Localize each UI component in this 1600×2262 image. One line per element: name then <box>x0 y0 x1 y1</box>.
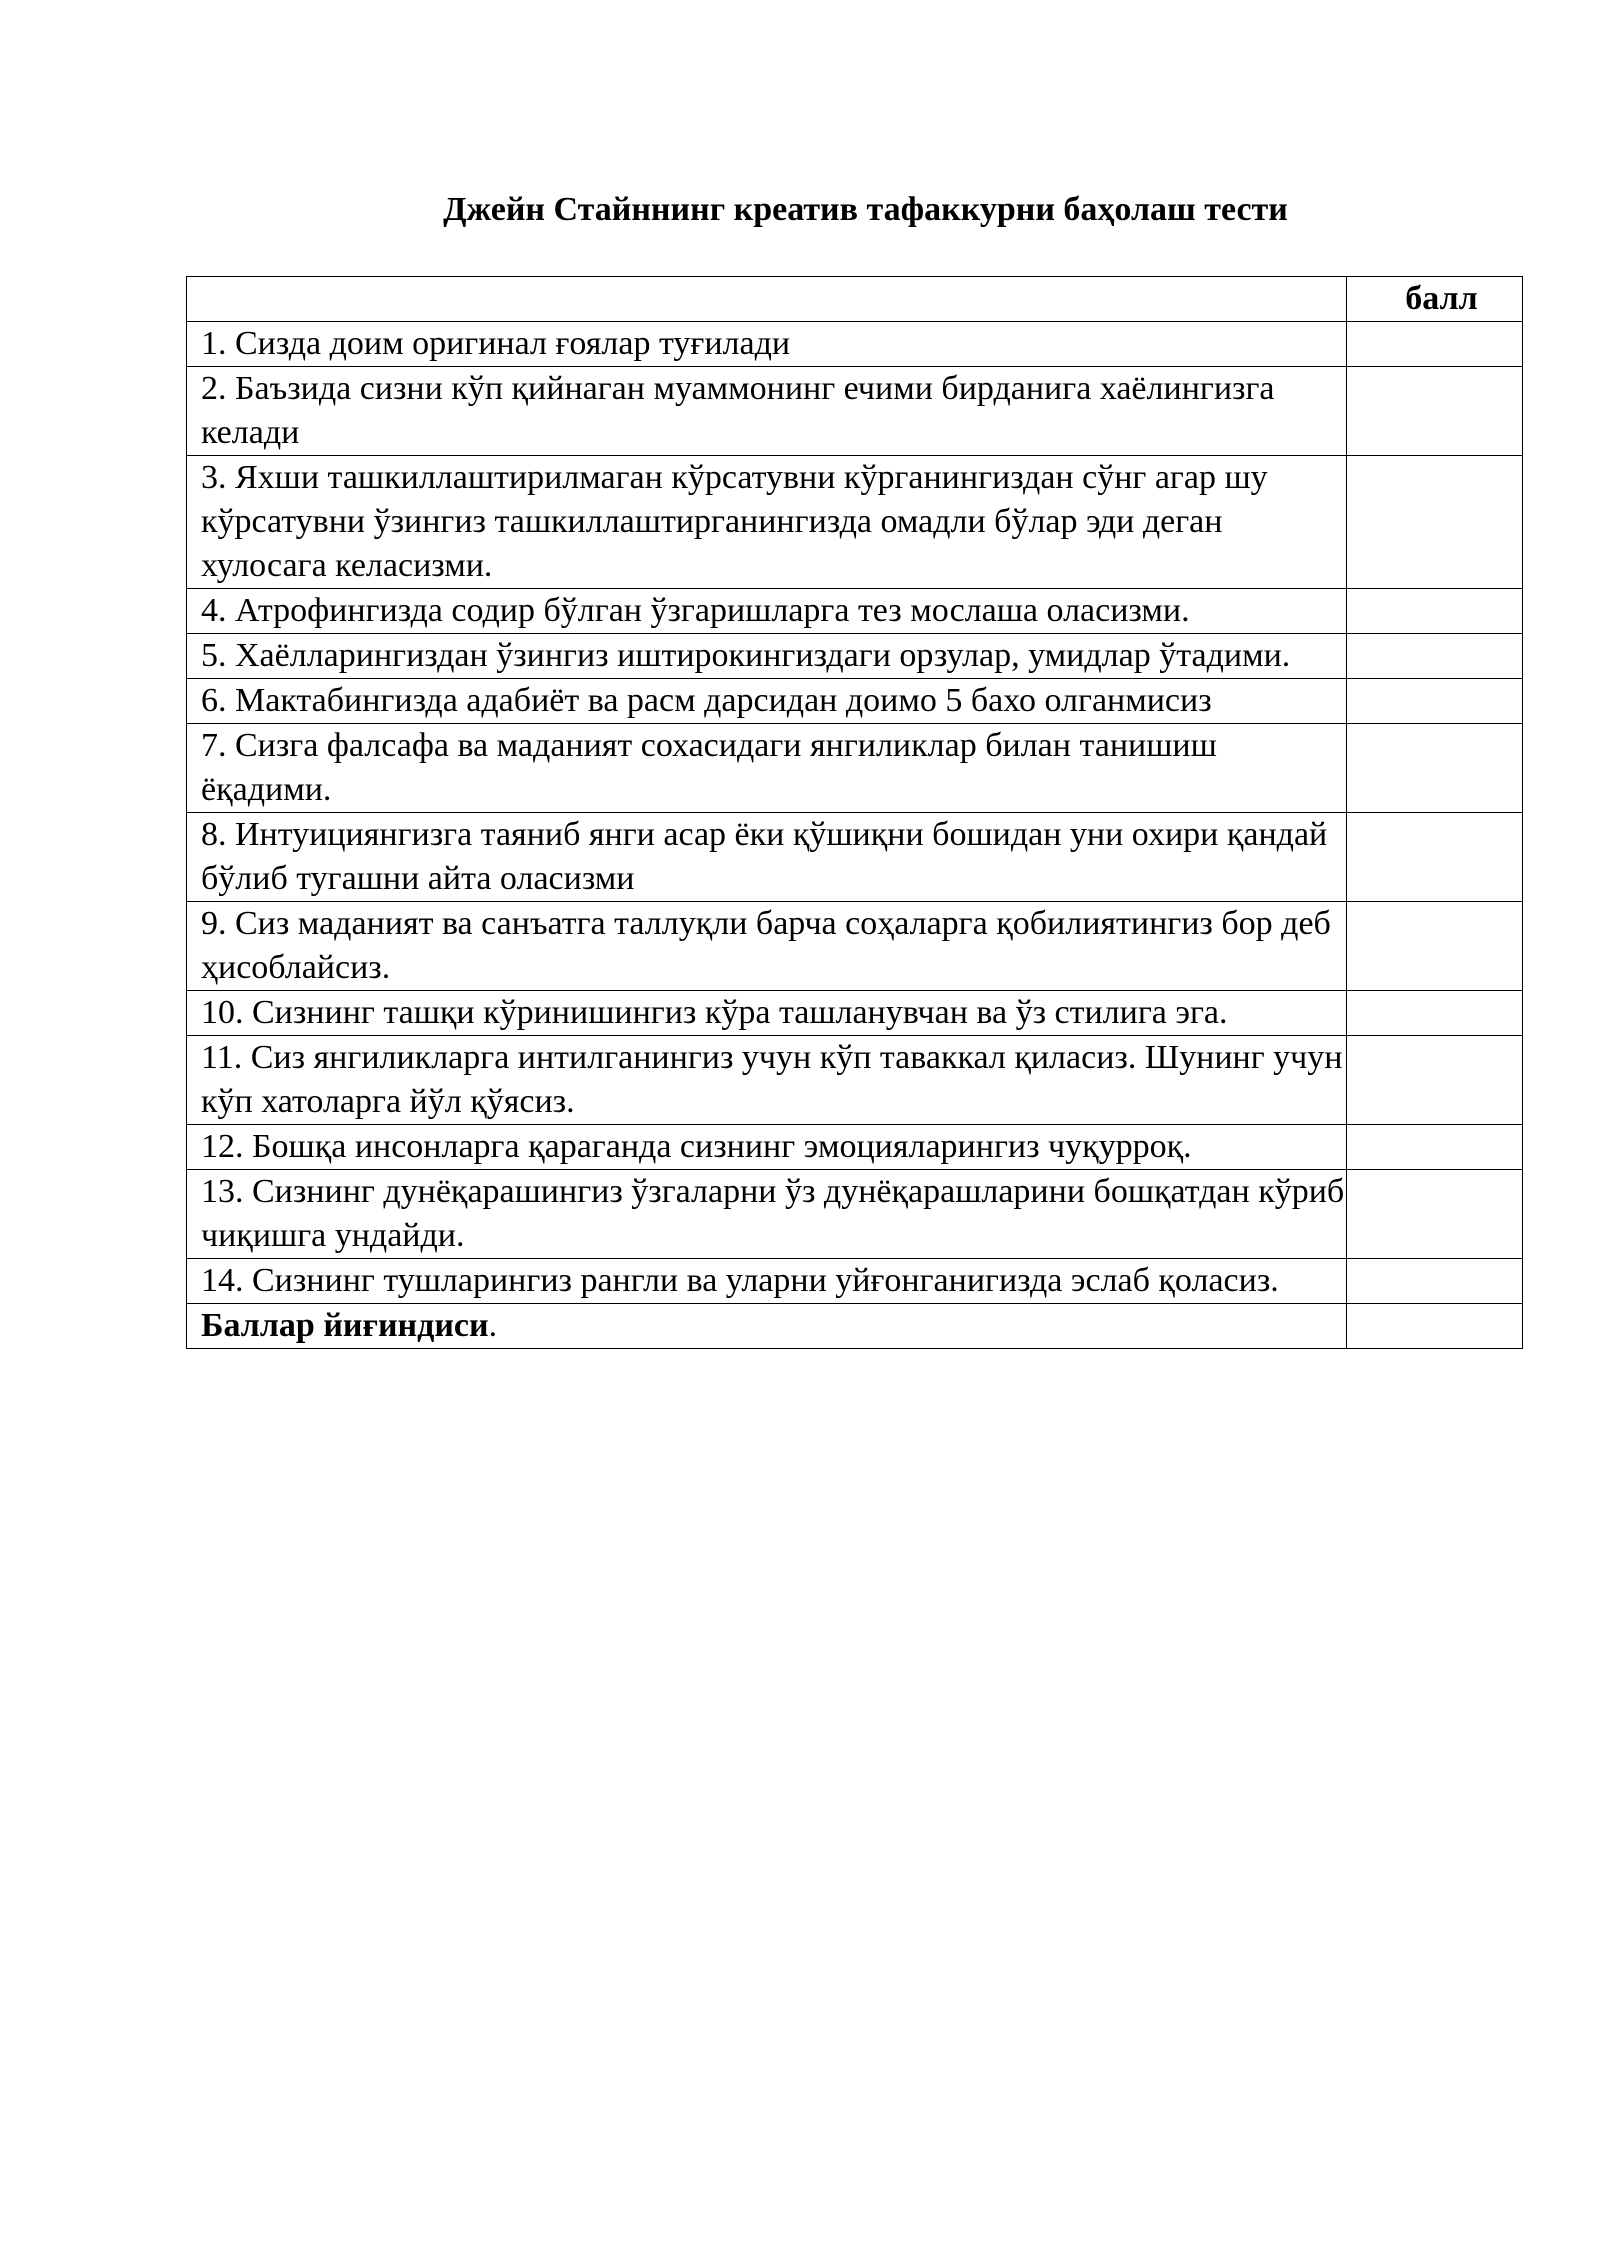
question-cell: 8. Интуициянгизга таяниб янги асар ёки қўшиқни бошидан уни охири қандай бўлиб тугашни айта оласизми <box>187 813 1347 902</box>
question-cell: 5. Хаёлларингиздан ўзингиз иштирокингиздаги орзулар, умидлар ўтадими. <box>187 634 1347 679</box>
table-row <box>187 813 1523 902</box>
table-row <box>187 367 1523 456</box>
total-label-suffix: . <box>488 1307 498 1344</box>
score-cell[interactable] <box>1347 634 1523 679</box>
total-score-cell[interactable] <box>1347 1304 1523 1349</box>
table-row <box>187 589 1523 634</box>
question-cell: 10. Сизнинг ташқи кўринишингиз кўра ташланувчан ва ўз стилига эга. <box>187 991 1347 1036</box>
question-cell: 4. Атрофингизда содир бўлган ўзгаришларга тез мослаша оласизми. <box>187 589 1347 634</box>
score-cell[interactable] <box>1347 1125 1523 1170</box>
table-row <box>187 634 1523 679</box>
page-title: Джейн Стайннинг креатив тафаккурни баҳолаш тести <box>443 191 1288 228</box>
score-cell[interactable] <box>1347 1259 1523 1304</box>
question-cell: 11. Сиз янгиликларга интилганингиз учун кўп таваккал қиласиз. Шунинг учун кўп хатоларга йўл қўясиз. <box>187 1036 1347 1125</box>
score-cell[interactable] <box>1347 991 1523 1036</box>
score-cell[interactable] <box>1347 679 1523 724</box>
total-label: Баллар йиғиндиси <box>201 1307 489 1344</box>
score-column-header: балл <box>1347 277 1523 322</box>
score-cell[interactable] <box>1347 1170 1523 1259</box>
table-row <box>187 1259 1523 1304</box>
score-cell[interactable] <box>1347 1036 1523 1125</box>
table-row <box>187 991 1523 1036</box>
table-row <box>187 322 1523 367</box>
table-row <box>187 724 1523 813</box>
question-cell: 1. Сизда доим оригинал ғоялар туғилади <box>187 322 1347 367</box>
test-table <box>186 276 1523 1349</box>
table-row <box>187 1170 1523 1259</box>
table-row <box>187 902 1523 991</box>
question-cell: 14. Сизнинг тушларингиз рангли ва уларни уйғонганигизда эслаб қоласиз. <box>187 1259 1347 1304</box>
total-row <box>187 1304 1523 1349</box>
score-cell[interactable] <box>1347 367 1523 456</box>
score-cell[interactable] <box>1347 724 1523 813</box>
table-row <box>187 1125 1523 1170</box>
question-cell: 6. Мактабингизда адабиёт ва расм дарсидан доимо 5 бахо олганмисиз <box>187 679 1347 724</box>
score-cell[interactable] <box>1347 322 1523 367</box>
question-cell: 7. Сизга фалсафа ва маданият сохасидаги янгиликлар билан танишиш ёқадими. <box>187 724 1347 813</box>
table-header-row <box>187 277 1523 322</box>
total-label-cell <box>187 1304 1347 1349</box>
table-row <box>187 1036 1523 1125</box>
score-cell[interactable] <box>1347 902 1523 991</box>
question-cell: 12. Бошқа инсонларга қараганда сизнинг эмоцияларингиз чуқурроқ. <box>187 1125 1347 1170</box>
table-row <box>187 679 1523 724</box>
score-cell[interactable] <box>1347 456 1523 589</box>
score-cell[interactable] <box>1347 813 1523 902</box>
question-cell: 9. Сиз маданият ва санъатга таллуқли барча соҳаларга қобилиятингиз бор деб ҳисоблайсиз. <box>187 902 1347 991</box>
table-row <box>187 456 1523 589</box>
question-cell: 2. Баъзида сизни кўп қийнаган муаммонинг ечими бирданига хаёлингизга келади <box>187 367 1347 456</box>
question-header-cell <box>187 277 1347 322</box>
question-cell: 3. Яхши ташкиллаштирилмаган кўрсатувни кўрганингиздан сўнг агар шу кўрсатувни ўзингиз ташкиллаштирганингизда омадли бўлар эди деган хулосага келасизми. <box>187 456 1347 589</box>
question-cell: 13. Сизнинг дунёқарашингиз ўзгаларни ўз дунёқарашларини бошқатдан кўриб чиқишга ундайди. <box>187 1170 1347 1259</box>
score-cell[interactable] <box>1347 589 1523 634</box>
